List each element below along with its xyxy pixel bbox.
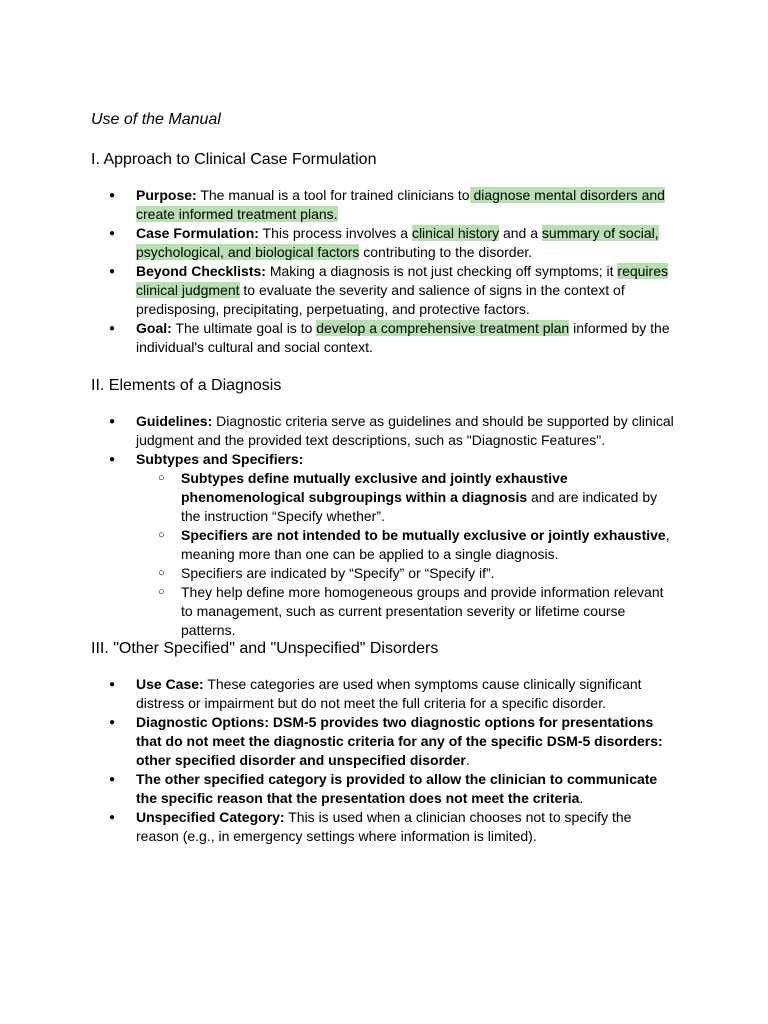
item-label: Diagnostic Options: DSM-5 provides two diagnostic options for presentations that do not meet the diagnostic criteria for any of the specific DSM-5 disorders: other specified disorder and unspecified disorder <box>136 714 663 768</box>
item-text: The ultimate goal is to <box>171 320 317 336</box>
item-text: . <box>465 752 470 768</box>
item-text: and are indicated by the instruction “Specify whether”. <box>181 489 658 524</box>
list-item-beyond-checklists <box>136 262 676 319</box>
item-text: informed by the individual's cultural and social context. <box>136 320 670 355</box>
highlighted-text: diagnose mental disorders and create informed treatment plans. <box>136 187 665 222</box>
list-item-guidelines <box>136 412 676 450</box>
item-text: They help define more homogeneous groups and provide information relevant to management, such as current presentation severity or lifetime course patterns. <box>181 584 664 638</box>
list-item-subtypes <box>136 450 676 640</box>
item-text: This process involves a <box>258 225 412 241</box>
sub-item <box>181 526 676 564</box>
item-text: This is used when a clinician chooses not to specify the reason (e.g., in emergency settings where information is limited). <box>136 809 632 844</box>
item-label: Use Case: <box>136 676 204 692</box>
item-label: The other specified category is provided to allow the clinician to communicate the specific reason that the presentation does not meet the criteria <box>136 771 658 806</box>
list-item-purpose <box>136 186 676 224</box>
item-label: Case Formulation: <box>136 225 259 241</box>
list-item-goal <box>136 319 676 357</box>
item-text: Specifiers are indicated by “Specify” or “Specify if”. <box>181 565 495 581</box>
document-title: Use of the Manual <box>91 111 221 128</box>
sub-item <box>181 469 676 526</box>
bullet-list <box>91 186 691 357</box>
bullet-list <box>91 412 691 640</box>
list-item-other-specified <box>136 770 676 808</box>
item-label: Guidelines: <box>136 413 213 429</box>
bullet-list <box>91 675 691 846</box>
highlighted-text: clinical history <box>411 225 500 241</box>
item-label: Unspecified Category: <box>136 809 285 825</box>
item-text: These categories are used when symptoms cause clinically significant distress or impairment but do not meet the full criteria for a specific disorder. <box>136 676 642 711</box>
list-item-unspecified <box>136 808 676 846</box>
section-elements <box>91 376 691 640</box>
item-text: . <box>579 790 584 806</box>
item-text: contributing to the disorder. <box>359 244 533 260</box>
item-text: Making a diagnosis is not just checking off symptoms; it <box>265 263 618 279</box>
list-item-use-case <box>136 675 676 713</box>
section-other-specified <box>91 639 691 846</box>
section-approach <box>91 150 691 357</box>
highlighted-text: requires clinical judgment <box>136 263 668 298</box>
section-heading: III. "Other Specified" and "Unspecified" Disorders <box>91 640 439 657</box>
item-label: Goal: <box>136 320 172 336</box>
item-text: to evaluate the severity and salience of signs in the context of predisposing, precipitating, perpetuating, and protective factors. <box>136 282 625 317</box>
list-item-case-formulation <box>136 224 676 262</box>
item-text: The manual is a tool for trained clinicians to <box>196 187 470 203</box>
item-bold-text: Specifiers are not intended to be mutually exclusive or jointly exhaustive <box>181 527 666 543</box>
section-heading: I. Approach to Clinical Case Formulation <box>91 151 377 168</box>
item-label: Subtypes and Specifiers: <box>136 451 304 467</box>
section-heading: II. Elements of a Diagnosis <box>91 377 282 394</box>
item-text: , meaning more than one can be applied to a single diagnosis. <box>181 527 670 562</box>
highlighted-text: develop a comprehensive treatment plan <box>316 320 570 336</box>
item-bold-text: Subtypes define mutually exclusive and jointly exhaustive phenomenological subgroupings within a diagnosis <box>181 470 568 505</box>
sub-list <box>136 469 676 640</box>
item-label: Beyond Checklists: <box>136 263 266 279</box>
highlighted-text: summary of social, psychological, and biological factors <box>136 225 659 260</box>
item-label: Purpose: <box>136 187 197 203</box>
item-text: Diagnostic criteria serve as guidelines and should be supported by clinical judgment and the provided text descriptions, such as "Diagnostic Features". <box>136 413 674 448</box>
sub-item <box>181 564 676 583</box>
sub-item <box>181 583 676 640</box>
list-item-diagnostic-options <box>136 713 676 770</box>
item-text: and a <box>499 225 542 241</box>
